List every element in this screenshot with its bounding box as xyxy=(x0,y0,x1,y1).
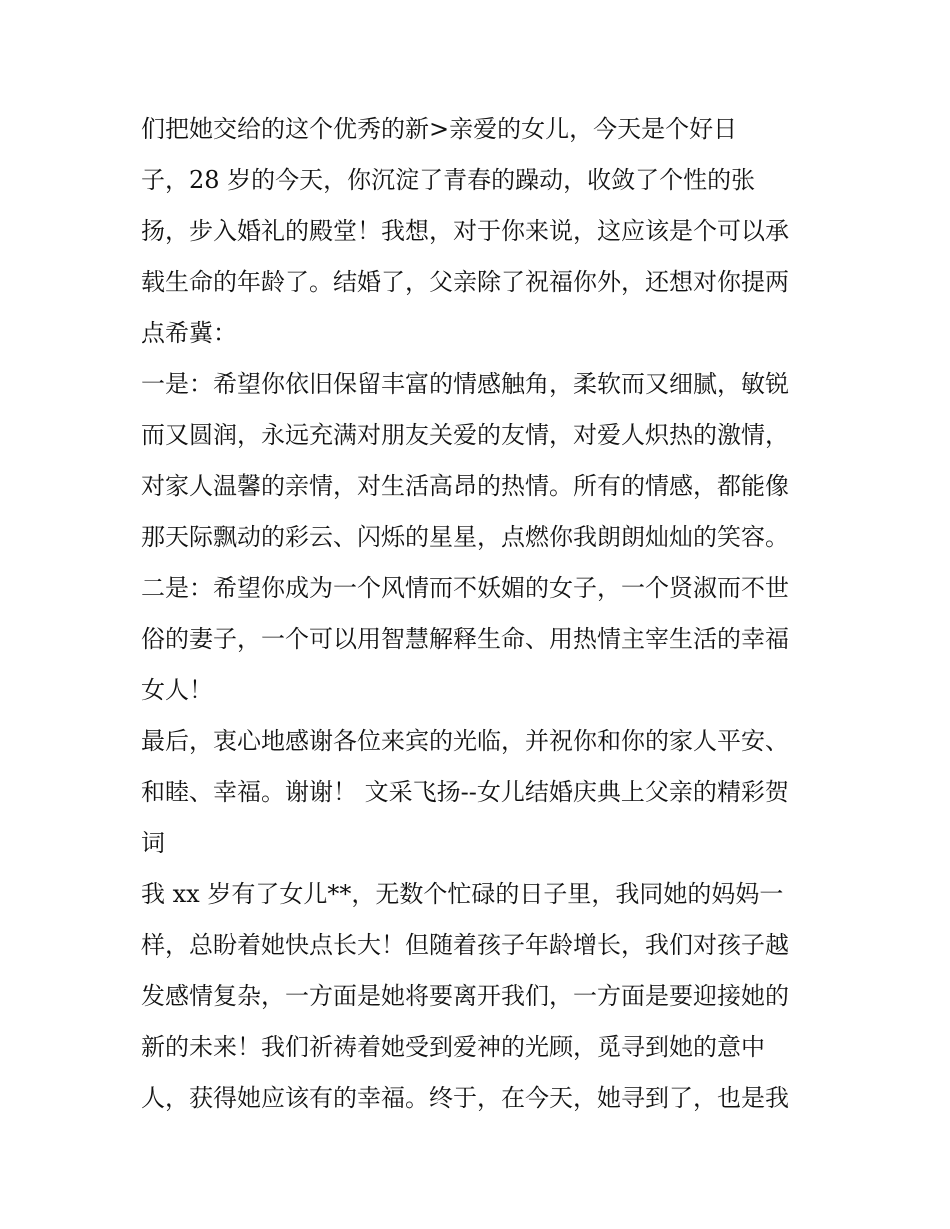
text-line: 对家人温馨的亲情，对生活高昂的热情。所有的情感，都能像 xyxy=(141,472,789,500)
text-line: 女人！ xyxy=(141,676,213,704)
text-line: 我 xx 岁有了女儿**，无数个忙碌的日子里，我同她的妈妈一 xyxy=(141,880,784,908)
document-body xyxy=(141,104,821,1124)
text-line: 人，获得她应该有的幸福。终于，在今天，她寻到了，也是我 xyxy=(141,1084,789,1112)
text-line: 和睦、幸福。谢谢！ 文采飞扬--女儿结婚庆典上父亲的精彩贺 xyxy=(141,778,789,806)
text-line: 最后，衷心地感谢各位来宾的光临，并祝你和你的家人平安、 xyxy=(141,727,789,755)
text-line: 扬，步入婚礼的殿堂！我想，对于你来说，这应该是个可以承 xyxy=(141,217,789,245)
text-line: 而又圆润，永远充满对朋友关爱的友情，对爱人炽热的激情， xyxy=(141,421,789,449)
text-line: 词 xyxy=(141,829,165,857)
text-line: 新的未来！我们祈祷着她受到爱神的光顾，觅寻到她的意中 xyxy=(141,1033,765,1061)
text-line: 那天际飘动的彩云、闪烁的星星，点燃你我朗朗灿灿的笑容。 xyxy=(141,523,789,551)
text-line: 俗的妻子，一个可以用智慧解释生命、用热情主宰生活的幸福 xyxy=(141,625,789,653)
text-line: 载生命的年龄了。结婚了，父亲除了祝福你外，还想对你提两 xyxy=(141,268,789,296)
text-line: 一是：希望你依旧保留丰富的情感触角，柔软而又细腻，敏锐 xyxy=(141,370,789,398)
text-line: 点希冀： xyxy=(141,319,237,347)
text-line: 子，28 岁的今天，你沉淀了青春的躁动，收敛了个性的张 xyxy=(141,166,756,194)
text-line: 们把她交给的这个优秀的新>亲爱的女儿，今天是个好日 xyxy=(141,115,738,143)
text-line: 样，总盼着她快点长大！但随着孩子年龄增长，我们对孩子越 xyxy=(141,931,789,959)
text-line: 发感情复杂，一方面是她将要离开我们，一方面是要迎接她的 xyxy=(141,982,789,1010)
text-line: 二是：希望你成为一个风情而不妖媚的女子，一个贤淑而不世 xyxy=(141,574,789,602)
